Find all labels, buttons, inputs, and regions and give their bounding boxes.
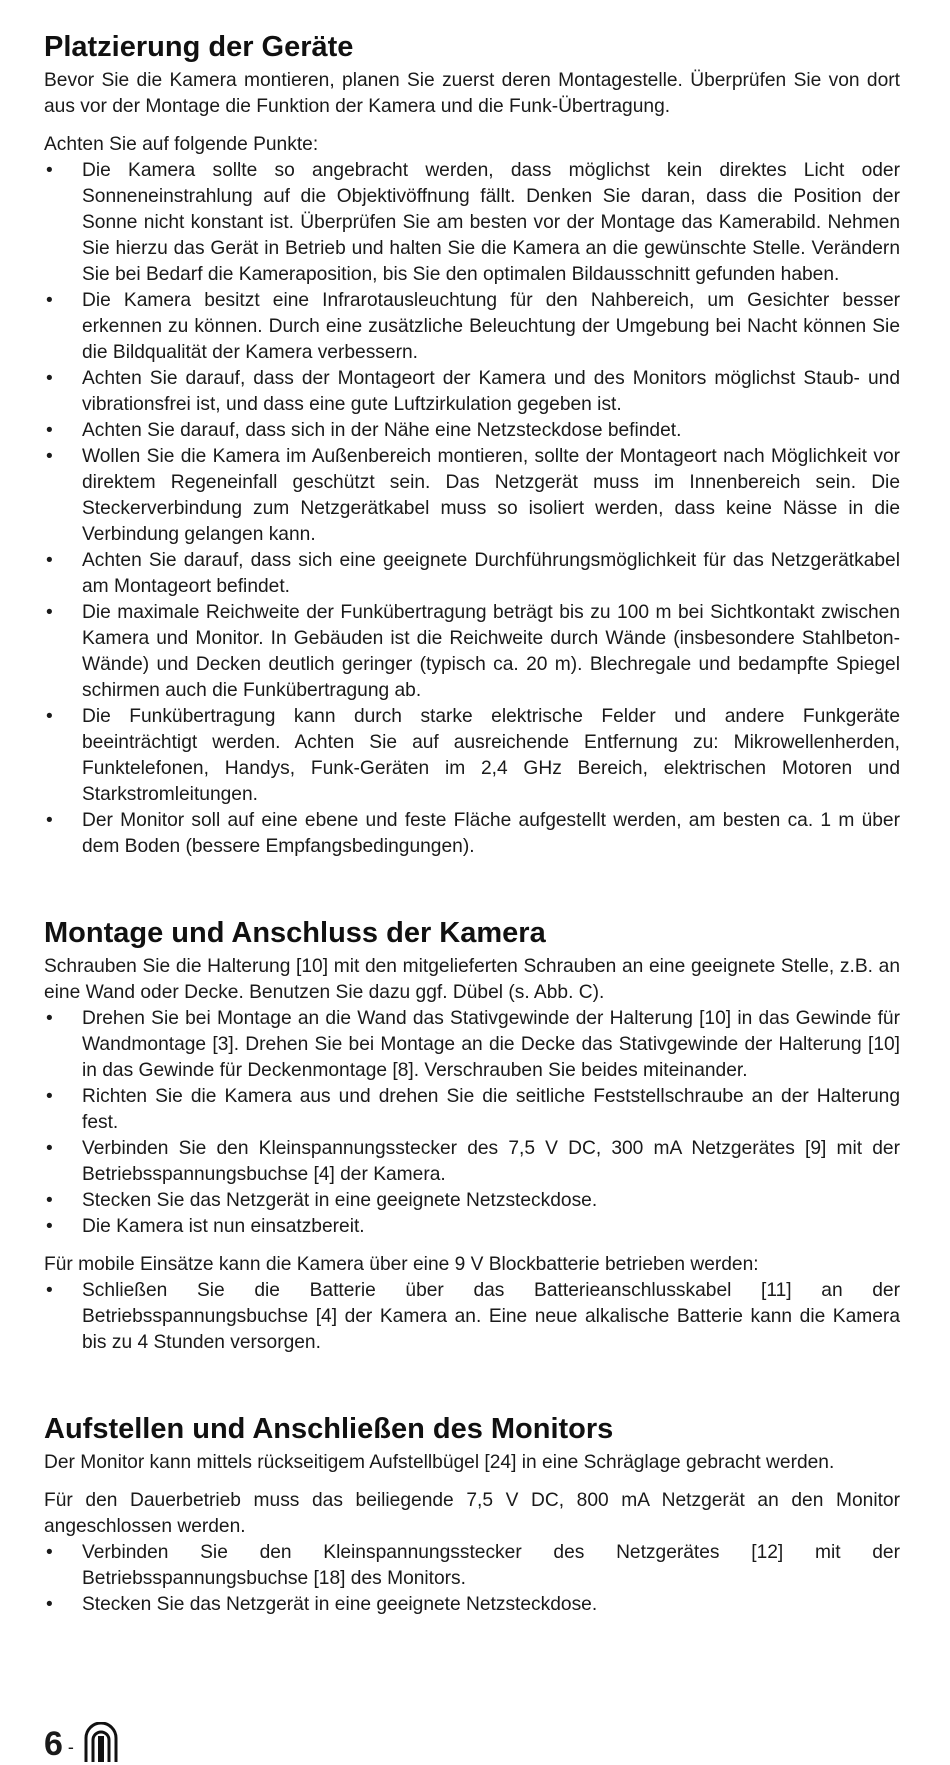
list-item-text: Achten Sie darauf, dass sich in der Nähe eine Netzsteckdose befindet. — [82, 420, 682, 441]
list-item-text: Die Kamera ist nun einsatzbereit. — [82, 1216, 365, 1237]
list-item-text: Schließen Sie die Batterie über das Batterieanschlusskabel [11] an der Betriebsspannungsbuchse [4] der Kamera an. Eine neue alkalische Batterie kann die Kamera bis zu 4 Stunden versorgen. — [82, 1280, 900, 1353]
list-item-text: Verbinden Sie den Kleinspannungsstecker des Netzgerätes [12] mit der Betriebsspannungsbuchse [18] des Monitors. — [82, 1542, 900, 1589]
paragraph: Schrauben Sie die Halterung [10] mit den mitgelieferten Schrauben an eine geeignete Stelle, z.B. an eine Wand oder Decke. Benutzen Sie dazu ggf. Dübel (s. Abb. C). — [44, 956, 900, 1003]
list-item-text: Wollen Sie die Kamera im Außenbereich montieren, sollte der Montageort nach Möglichkeit vor direktem Regeneinfall geschützt sein. Das Netzgerät muss im Innenbereich sein. Die Steckerverbindung zum Netzgerätkabel muss so isoliert werden, dass keine Nässe in die Verbindung gelangen kann. — [82, 446, 900, 545]
list-item-text: Die Kamera besitzt eine Infrarotausleuchtung für den Nahbereich, um Gesichter besser erkennen zu können. Durch eine zusätzliche Beleuchtung der Umgebung bei Nacht können Sie die Bildqualität der Kamera verbessern. — [82, 290, 900, 363]
bullet-icon: • — [46, 1086, 53, 1107]
bullet-icon: • — [46, 1594, 53, 1615]
document-page — [44, 30, 900, 1618]
paragraph: Der Monitor kann mittels rückseitigem Aufstellbügel [24] in eine Schräglage gebracht werden. — [44, 1452, 835, 1473]
list-item — [44, 1278, 900, 1356]
list-item — [44, 1592, 900, 1618]
section-monitor-setup — [44, 1412, 900, 1618]
bullet-icon: • — [46, 420, 53, 441]
list-item — [44, 1214, 900, 1240]
bullet-icon: • — [46, 706, 53, 727]
paragraph: Bevor Sie die Kamera montieren, planen Sie zuerst deren Montagestelle. Überprüfen Sie von dort aus vor der Montage die Funktion der Kamera und die Funk-Übertragung. — [44, 70, 900, 117]
section-heading: Montage und Anschluss der Kamera — [44, 917, 546, 949]
bullet-icon: • — [46, 368, 53, 389]
list-item — [44, 158, 900, 288]
brand-logo-icon — [80, 1722, 122, 1762]
section-camera-mounting — [44, 916, 900, 1356]
bullet-icon: • — [46, 1190, 53, 1211]
bullet-list — [44, 1540, 900, 1618]
list-item-text: Verbinden Sie den Kleinspannungsstecker des 7,5 V DC, 300 mA Netzgerätes [9] mit der Betriebsspannungsbuchse [4] der Kamera. — [82, 1138, 900, 1185]
list-item — [44, 444, 900, 548]
list-item-text: Die maximale Reichweite der Funkübertragung beträgt bis zu 100 m bei Sichtkontakt zwischen Kamera und Monitor. In Gebäuden ist die Reichweite durch Wände (insbesondere Stahlbeton-Wände) und Decken deutlich geringer (typisch ca. 20 m). Blechregale und bedampfte Spiegel schirmen auch die Funkübertragung ab. — [82, 602, 900, 701]
list-item-text: Der Monitor soll auf eine ebene und feste Fläche aufgestellt werden, am besten ca. 1 m über dem Boden (bessere Empfangsbedingungen). — [82, 810, 900, 857]
bullet-icon: • — [46, 1216, 53, 1237]
page-number: 6 — [44, 1725, 62, 1763]
list-item — [44, 704, 900, 808]
page-footer — [44, 1722, 122, 1762]
bullet-list — [44, 1006, 900, 1240]
list-item — [44, 808, 900, 860]
list-item-text: Die Funkübertragung kann durch starke elektrische Felder und andere Funkgeräte beeinträchtigt werden. Achten Sie auf ausreichende Entfernung zu: Mikrowellenherden, Funktelefonen, Handys, Funk-Geräten im 2,4 GHz Bereich, elektrischen Motoren und Starkstromleitungen. — [82, 706, 900, 805]
list-item — [44, 288, 900, 366]
list-item — [44, 1006, 900, 1084]
list-item — [44, 600, 900, 704]
bullet-icon: • — [46, 550, 53, 571]
footer-separator: - — [67, 1737, 74, 1757]
list-item — [44, 366, 900, 418]
bullet-list — [44, 158, 900, 860]
list-item — [44, 1136, 900, 1188]
list-item-text: Die Kamera sollte so angebracht werden, dass möglichst kein direktes Licht oder Sonneneinstrahlung auf die Objektivöffnung fällt. Denken Sie daran, dass die Position der Sonne nicht konstant ist. Überprüfen Sie am besten vor der Montage das Kamerabild. Nehmen Sie hierzu das Gerät in Betrieb und halten Sie die Kamera an die gewünschte Stelle. Verändern Sie bei Bedarf die Kameraposition, bis Sie den optimalen Bildausschnitt gefunden haben. — [82, 160, 900, 285]
list-item — [44, 1540, 900, 1592]
section-heading: Aufstellen und Anschließen des Monitors — [44, 1413, 614, 1445]
bullet-icon: • — [46, 446, 53, 467]
bullet-icon: • — [46, 160, 53, 181]
paragraph: Für den Dauerbetrieb muss das beiliegende 7,5 V DC, 800 mA Netzgerät an den Monitor angeschlossen werden. — [44, 1490, 900, 1537]
bullet-icon: • — [46, 290, 53, 311]
paragraph: Achten Sie auf folgende Punkte: — [44, 134, 319, 155]
list-item-text: Drehen Sie bei Montage an die Wand das Stativgewinde der Halterung [10] in das Gewinde für Wandmontage [3]. Drehen Sie bei Montage an die Decke das Stativgewinde der Halterung [10] in das Gewinde für Deckenmontage [8]. Verschrauben Sie beides miteinander. — [82, 1008, 900, 1081]
paragraph: Für mobile Einsätze kann die Kamera über eine 9 V Blockbatterie betrieben werden: — [44, 1254, 759, 1275]
list-item-text: Richten Sie die Kamera aus und drehen Sie die seitliche Feststellschraube an der Halterung fest. — [82, 1086, 900, 1133]
bullet-icon: • — [46, 1138, 53, 1159]
list-item — [44, 548, 900, 600]
section-placement — [44, 30, 900, 860]
list-item — [44, 418, 900, 444]
bullet-icon: • — [46, 1280, 53, 1301]
list-item-text: Achten Sie darauf, dass sich eine geeignete Durchführungsmöglichkeit für das Netzgerätkabel am Montageort befindet. — [82, 550, 900, 597]
list-item — [44, 1084, 900, 1136]
list-item-text: Stecken Sie das Netzgerät in eine geeignete Netzsteckdose. — [82, 1594, 598, 1615]
list-item — [44, 1188, 900, 1214]
bullet-icon: • — [46, 602, 53, 623]
bullet-icon: • — [46, 1008, 53, 1029]
section-heading: Platzierung der Geräte — [44, 31, 354, 63]
list-item-text: Achten Sie darauf, dass der Montageort der Kamera und des Monitors möglichst Staub- und vibrationsfrei ist, und dass eine gute Luftzirkulation gegeben ist. — [82, 368, 900, 415]
bullet-icon: • — [46, 810, 53, 831]
bullet-icon: • — [46, 1542, 53, 1563]
list-item-text: Stecken Sie das Netzgerät in eine geeignete Netzsteckdose. — [82, 1190, 598, 1211]
bullet-list — [44, 1278, 900, 1356]
